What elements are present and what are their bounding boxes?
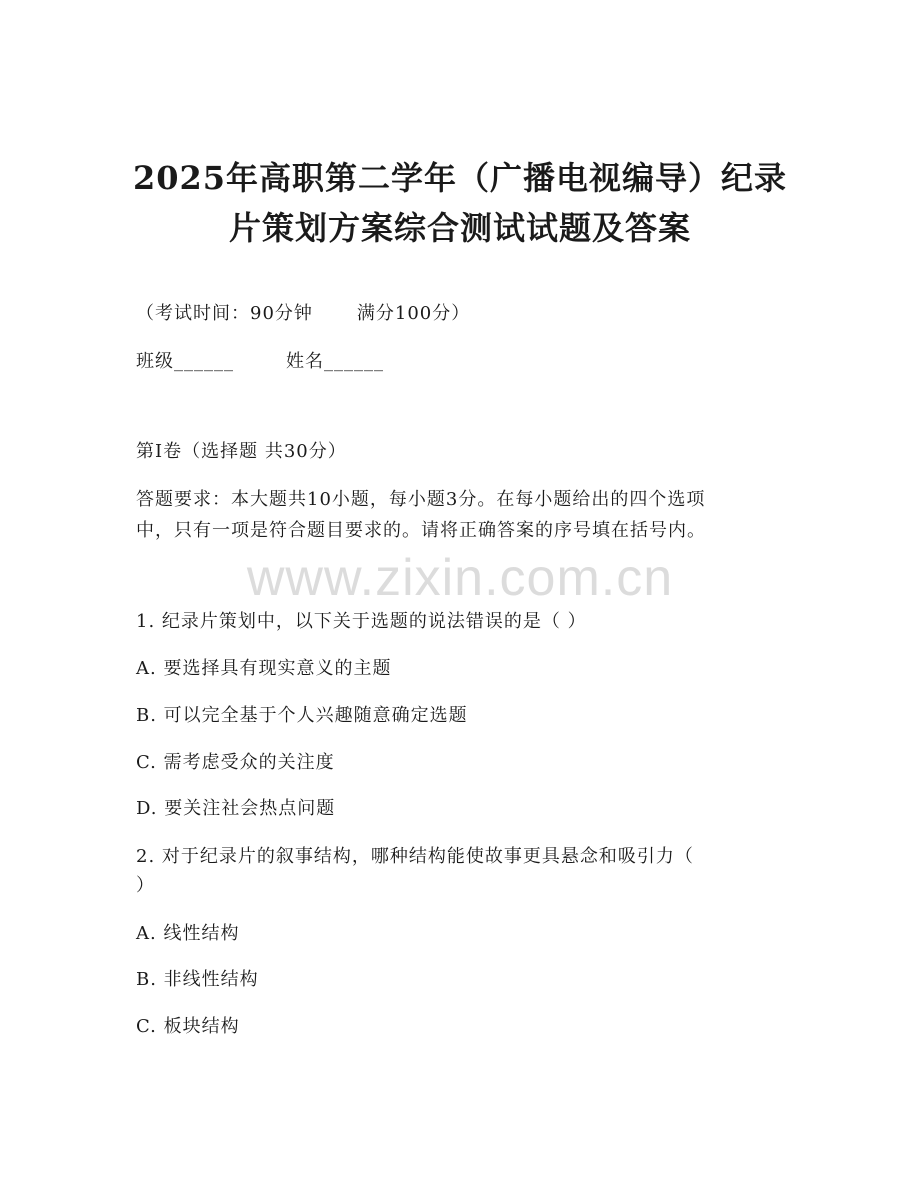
document-title-line-2: 片策划方案综合测试试题及答案 <box>228 209 691 247</box>
question-2-stem-line-1: 2. 对于纪录片的叙事结构，哪种结构能使故事更具悬念和吸引力（ <box>136 846 694 867</box>
name-field: 姓名______ <box>286 351 384 372</box>
question-2-stem-line-2: ） <box>136 875 155 896</box>
exam-time: （考试时间：90分钟 <box>136 303 313 324</box>
question-1-option-c: C. 需考虑受众的关注度 <box>136 752 335 773</box>
instructions-line-2: 中，只有一项是符合题目要求的。请将正确答案的序号填在括号内。 <box>136 520 706 541</box>
document-title-line-1: 2025年高职第二学年（广播电视编导）纪录 <box>132 159 788 197</box>
question-2-option-c: C. 板块结构 <box>136 1016 240 1037</box>
student-fields <box>136 350 384 374</box>
watermark: www.zixin.com.cn <box>246 549 674 607</box>
instructions-line-1: 答题要求：本大题共10小题，每小题3分。在每小题给出的四个选项 <box>136 489 706 510</box>
question-1-option-a: A. 要选择具有现实意义的主题 <box>136 658 392 679</box>
section-title: 第I卷（选择题 共30分） <box>136 441 347 462</box>
exam-score: 满分100分） <box>356 303 471 324</box>
class-field: 班级______ <box>136 351 234 372</box>
question-2-option-a: A. 线性结构 <box>136 923 240 944</box>
question-1-option-b: B. 可以完全基于个人兴趣随意确定选题 <box>136 705 468 726</box>
question-1-stem: 1. 纪录片策划中，以下关于选题的说法错误的是（ ） <box>136 611 587 632</box>
question-2-option-b: B. 非线性结构 <box>136 969 259 990</box>
exam-info <box>136 302 470 326</box>
question-1-option-d: D. 要关注社会热点问题 <box>136 798 336 819</box>
